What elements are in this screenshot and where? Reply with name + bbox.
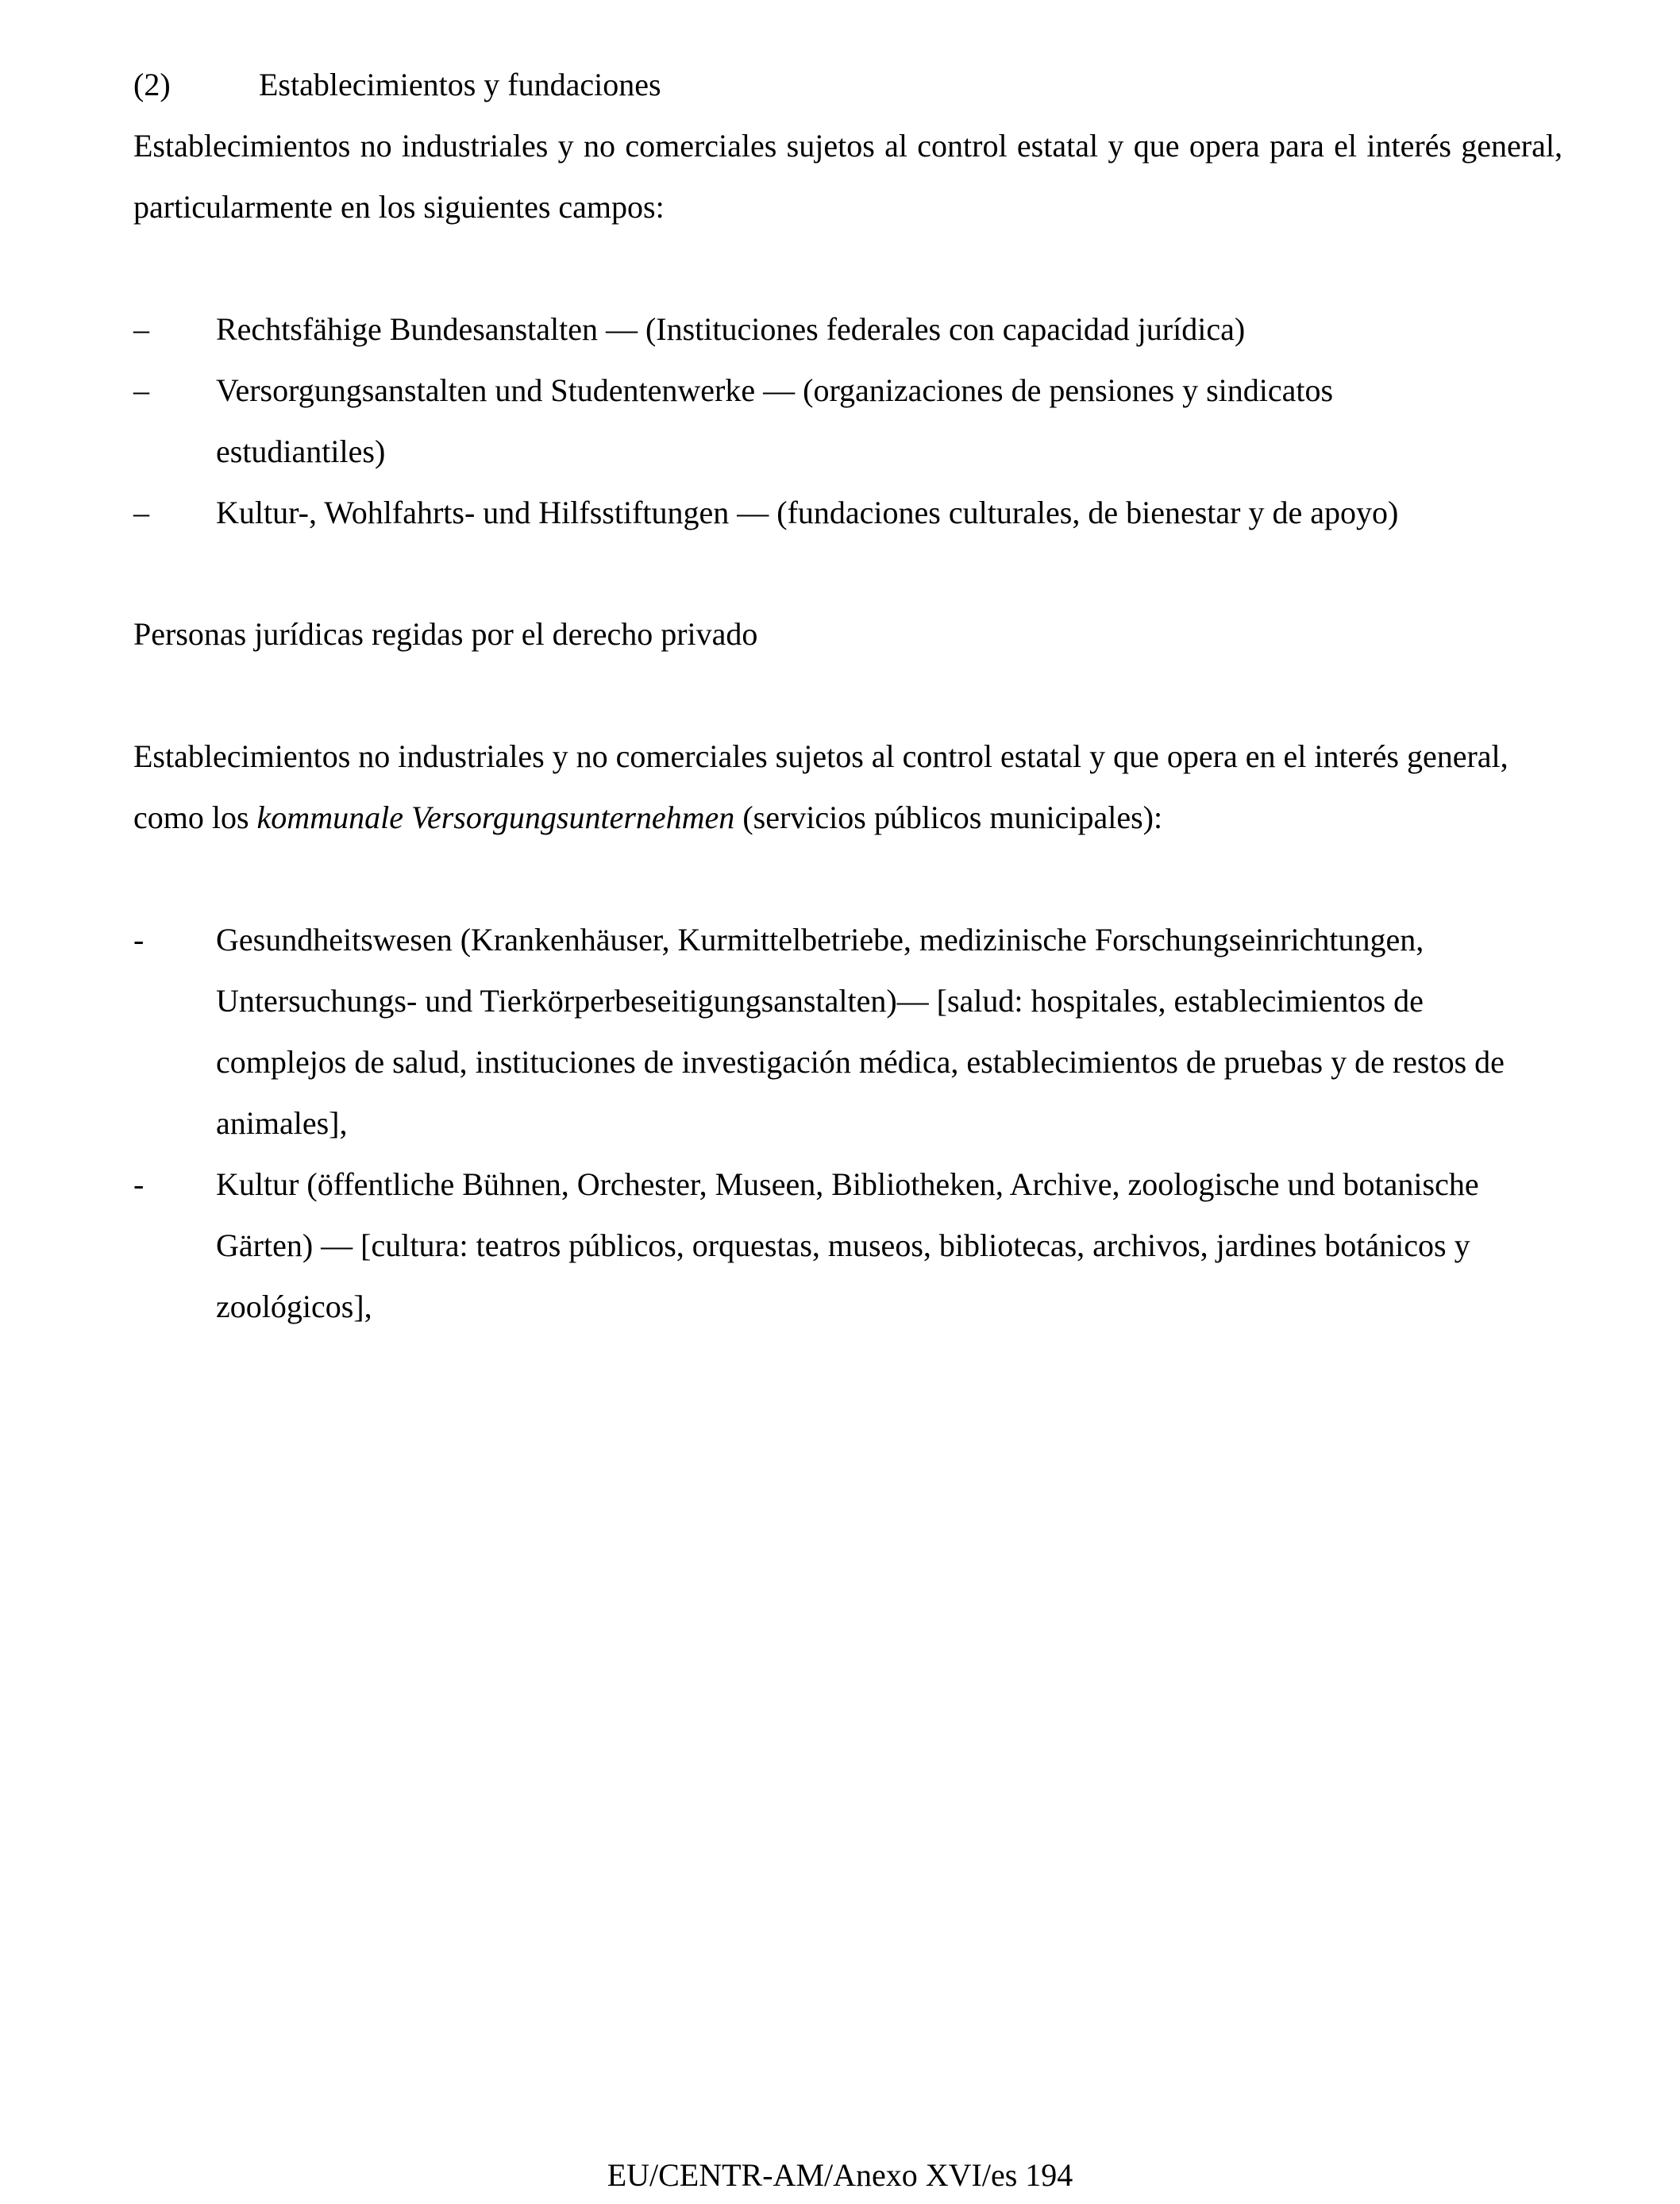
private-intro-text: Establecimientos no industriales y no comerciales sujetos al control estatal y que opera en el interés general, como los: [133, 738, 1509, 835]
section-heading: [133, 54, 1562, 115]
private-intro-italic-term: kommunale Versorgungsunternehmen: [256, 800, 735, 835]
list-marker: –: [133, 372, 149, 408]
list-item: [133, 909, 1550, 1154]
list-marker: -: [133, 922, 144, 958]
section-title: Establecimientos y fundaciones: [259, 67, 661, 102]
private-intro-paragraph: [133, 726, 1562, 848]
section-number: (2): [133, 67, 171, 102]
list-marker: –: [133, 311, 149, 347]
page-footer: EU/CENTR-AM/Anexo XVI/es 194: [607, 2157, 1073, 2193]
list-item: [133, 360, 1486, 482]
list-item-text: Rechtsfähige Bundesanstalten — (Instituciones federales con capacidad jurídica): [216, 311, 1246, 347]
section-list: [133, 299, 1562, 543]
private-law-heading: Personas jurídicas regidas por el derecho privado: [133, 616, 758, 652]
list-item: [133, 299, 1562, 360]
list-item-text: Kultur-, Wohlfahrts- und Hilfsstiftungen — (fundaciones culturales, de bienestar y de apoyo): [216, 495, 1399, 530]
list-item-text: Versorgungsanstalten und Studentenwerke — (organizaciones de pensiones y sindicatos estudiantiles): [216, 372, 1334, 469]
list-item: [133, 1154, 1550, 1337]
section-intro-paragraph: Establecimientos no industriales y no comerciales sujetos al control estatal y que opera para el interés general, particularmente en los siguientes campos:: [133, 128, 1562, 225]
private-list: [133, 909, 1562, 1337]
private-intro-text-end: (servicios públicos municipales):: [734, 800, 1163, 835]
list-item-text: Gesundheitswesen (Krankenhäuser, Kurmittelbetriebe, medizinische Forschungseinrichtungen, Untersuchungs- und Tierkörperbeseitigungsanstalten)— [salud: hospitales, establecimientos de complejos de salud, instituciones de investigación médica, establecimientos de pruebas y de restos de animales],: [216, 922, 1505, 1141]
list-item: [133, 482, 1562, 543]
list-marker: -: [133, 1166, 144, 1202]
list-item-text: Kultur (öffentliche Bühnen, Orchester, Museen, Bibliotheken, Archive, zoologische und botanische Gärten) — [cultura: teatros públicos, orquestas, museos, bibliotecas, archivos, jardines botánicos y zoológicos],: [216, 1166, 1479, 1324]
list-marker: –: [133, 495, 149, 530]
